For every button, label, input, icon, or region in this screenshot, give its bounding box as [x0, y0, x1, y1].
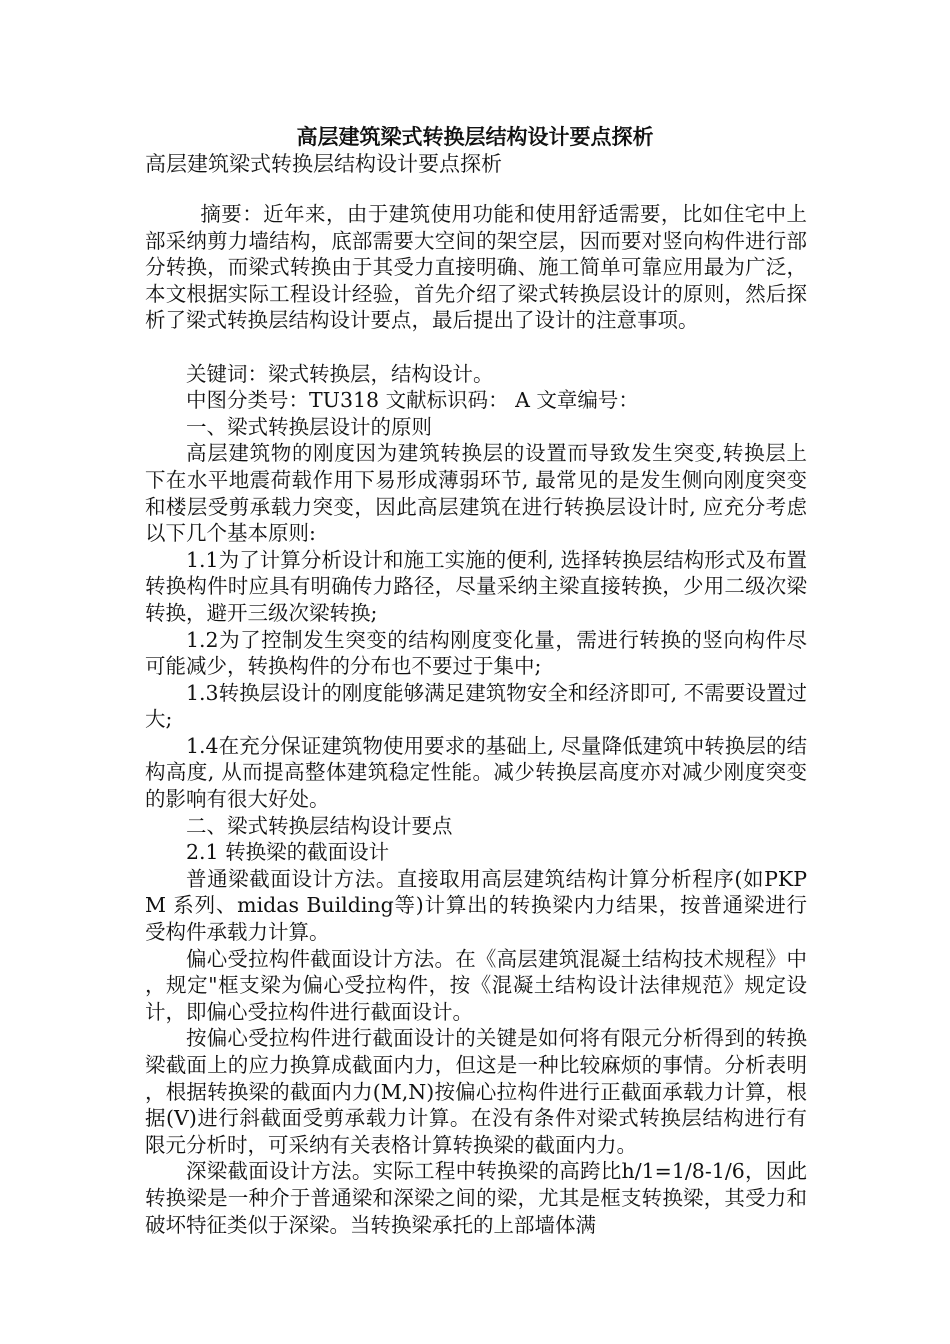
deep-beam-paragraph: 深梁截面设计方法。实际工程中转换梁的高跨比h/1=1/8-1/6，因此转换梁是一种介于普通梁和深梁之间的梁，尤其是框支转换梁，其受力和破坏特征类似于深梁。当转换梁承托的上部墙体满 — [145, 1159, 807, 1237]
principle-1-4: 1.4在充分保证建筑物使用要求的基础上, 尽量降低建筑中转换层的结构高度, 从而提高整体建筑稳定性能。减少转换层高度亦对减少刚度突变的影响有很大好处。 — [145, 733, 807, 812]
section-force-paragraph: 按偏心受拉构件进行截面设计的关键是如何将有限元分析得到的转换梁截面上的应力换算成截面内力，但这是一种比较麻烦的事情。分析表明，根据转换梁的截面内力(M,N)按偏心拉构件进行正截面承载力计算，根据(V)进行斜截面受剪承载力计算。在没有条件对梁式转换层结构进行有限元分析时，可采纳有关表格计算转换梁的截面内力。 — [145, 1026, 807, 1157]
document-subtitle: 高层建筑梁式转换层结构设计要点探析 — [145, 152, 502, 176]
eccentric-tension-paragraph: 偏心受拉构件截面设计方法。在《高层建筑混凝土结构技术规程》中，规定"框支梁为偏心受拉构件，按《混凝土结构设计法律规范》规定设计，即偏心受拉构件进行截面设计。 — [145, 946, 807, 1024]
principle-1-2: 1.2为了控制发生突变的结构刚度变化量，需进行转换的竖向构件尽可能减少，转换构件的分布也不要过于集中; — [145, 627, 807, 679]
section-heading-2: 二、梁式转换层结构设计要点 — [186, 813, 453, 838]
section1-intro-paragraph: 高层建筑物的刚度因为建筑转换层的设置而导致发生突变,转换层上下在水平地震荷载作用下易形成薄弱环节, 最常见的是发生侧向刚度突变和楼层受剪承载力突变，因此高层建筑在进行转换层设计时, 应充分考虑以下几个基本原则: — [145, 441, 807, 546]
blank-line — [145, 334, 807, 361]
document-title: 高层建筑梁式转换层结构设计要点探析 — [296, 124, 654, 149]
principle-1-3: 1.3转换层设计的刚度能够满足建筑物安全和经济即可, 不需要设置过大; — [145, 680, 807, 732]
classification-line: 中图分类号：TU318 文献标识码： A 文章编号： — [186, 388, 639, 413]
principle-1-1: 1.1为了计算分析设计和施工实施的便利, 选择转换层结构形式及布置转换构件时应具有明确传力路径，尽量采纳主梁直接转换，少用二级次梁转换，避开三级次梁转换; — [145, 547, 807, 625]
ordinary-beam-paragraph: 普通梁截面设计方法。直接取用高层建筑结构计算分析程序(如PKPM 系列、midas Building等)计算出的转换梁内力结果，按普通梁进行受构件承载力计算。 — [145, 866, 807, 945]
abstract-paragraph: 摘要：近年来，由于建筑使用功能和使用舒适需要，比如住宅中上部采纳剪力墙结构，底部需要大空间的架空层，因而要对竖向构件进行部分转换，而梁式转换由于其受力直接明确、施工简单可靠应用最为广泛，本文根据实际工程设计经验，首先介绍了梁式转换层设计的原则，然后探析了梁式转换层结构设计要点，最后提出了设计的注意事项。 — [145, 202, 807, 333]
subsection-heading-2-1: 2.1 转换梁的截面设计 — [186, 840, 390, 865]
keywords-line: 关键词：梁式转换层，结构设计。 — [186, 361, 494, 386]
section-heading-1: 一、梁式转换层设计的原则 — [186, 414, 432, 439]
document-body — [145, 201, 807, 1238]
